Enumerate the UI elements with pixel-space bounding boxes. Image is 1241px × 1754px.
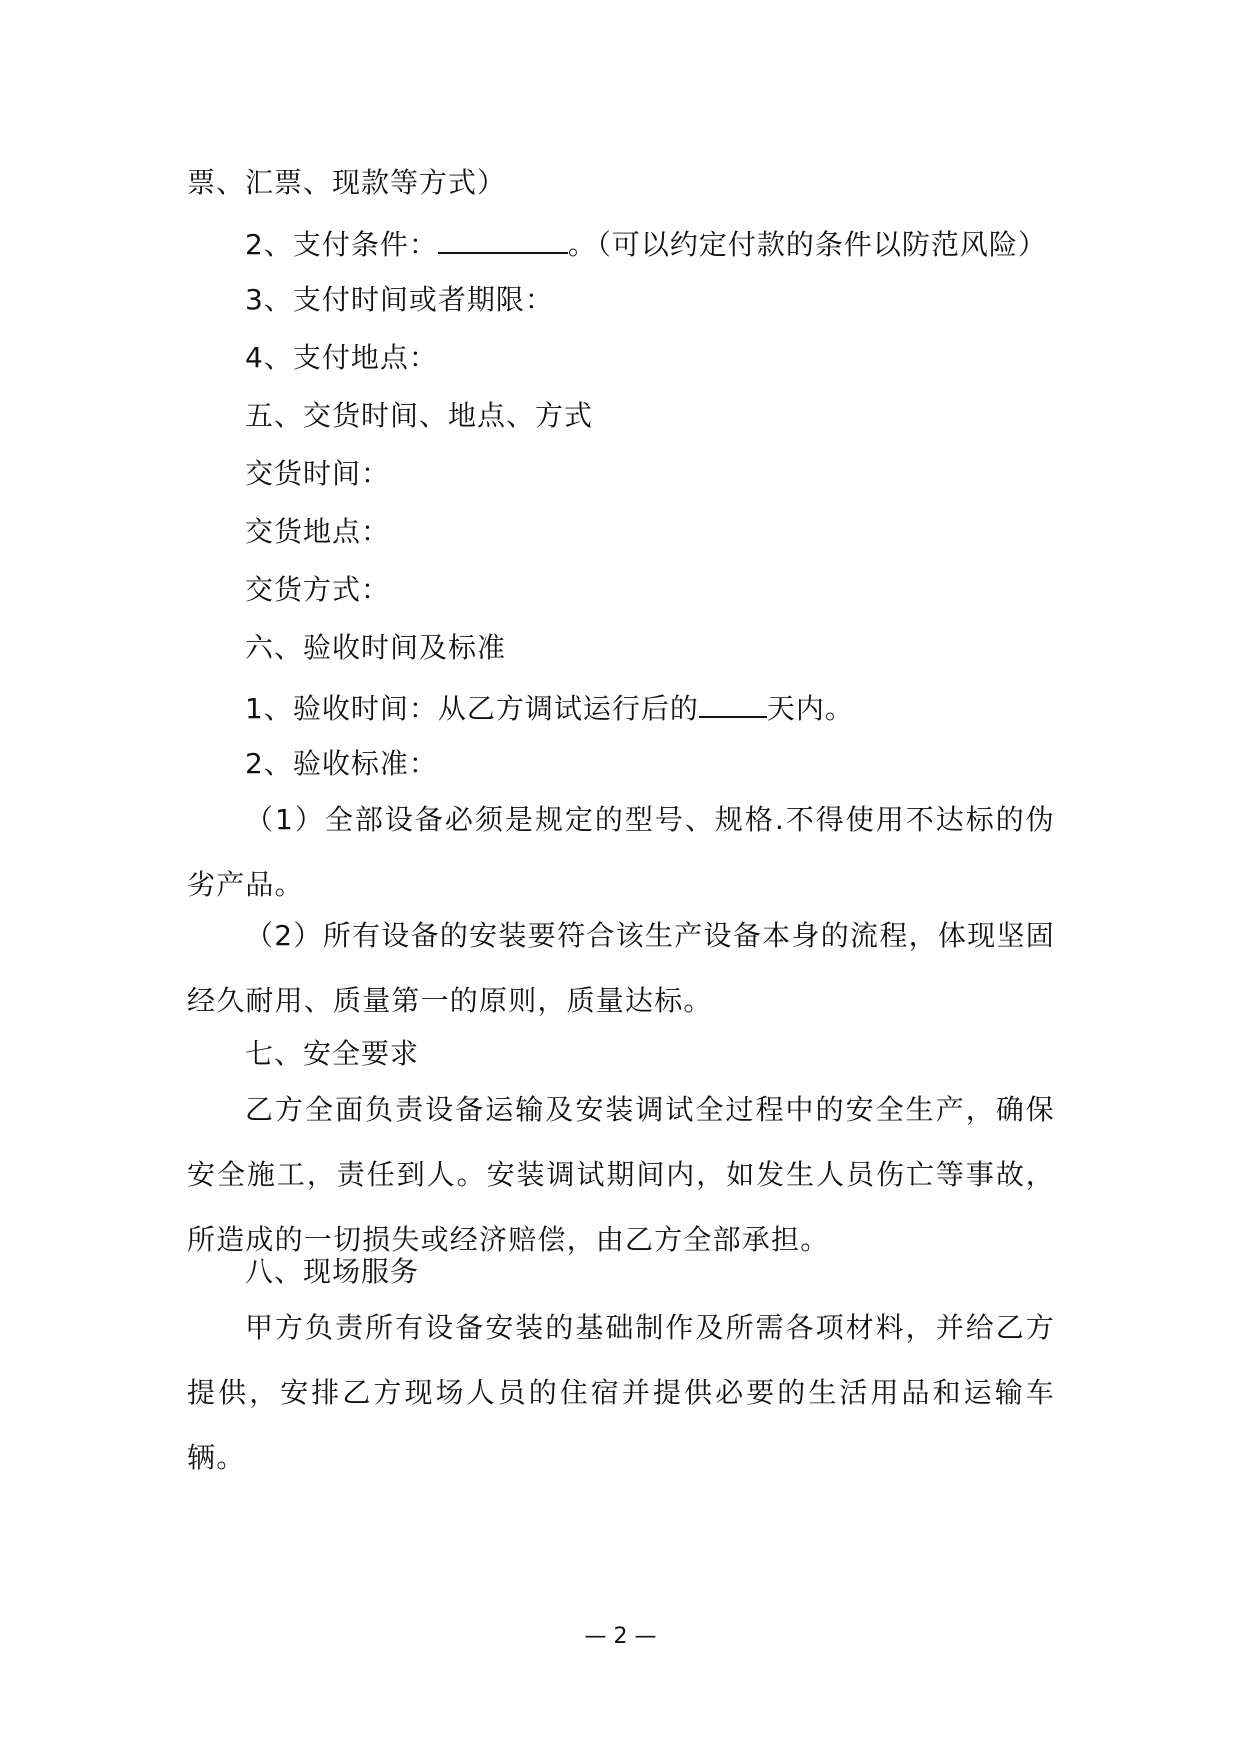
payment-condition-note: 。（可以约定付款的条件以防范风险） [567,228,1047,261]
text-line: 2、验收标准： [245,747,438,780]
text-line: 4、支付地点： [245,341,438,374]
text-line: 交货时间： [245,457,391,490]
text-line: 交货地点： [245,515,391,548]
payment-condition-label: 2、支付条件： [245,228,438,261]
section-heading: 八、现场服务 [245,1255,420,1288]
paragraph: 甲方负责所有设备安装的基础制作及所需各项材料，并给乙方提供，安排乙方现场人员的住宿并提供必要的生活用品和运输车辆。 [187,1311,1055,1474]
paragraph: （1）全部设备必须是规定的型号、规格.不得使用不达标的伪劣产品。 [187,803,1055,901]
page-number: — 2 — [584,1624,657,1649]
text-line: 交货方式： [245,573,391,606]
paragraph: 乙方全面负责设备运输及安装调试全过程中的安全生产，确保安全施工，责任到人。安装调试期间内，如发生人员伤亡等事故，所造成的一切损失或经济赔偿，由乙方全部承担。 [187,1093,1055,1256]
text-line: 3、支付时间或者期限： [245,283,554,316]
blank-underline [699,686,767,718]
section-heading: 六、验收时间及标准 [245,631,507,664]
text-line: 票、汇票、现款等方式） [187,166,507,199]
acceptance-time-label: 1、验收时间：从乙方调试运行后的 [245,692,699,725]
paragraph: （2）所有设备的安装要符合该生产设备本身的流程，体现坚固经久耐用、质量第一的原则，质量达标。 [187,919,1055,1017]
section-heading: 五、交货时间、地点、方式 [245,399,594,432]
acceptance-time-suffix: 天内。 [766,692,854,725]
payment-condition-line [245,222,1047,265]
blank-underline [438,222,568,254]
acceptance-time-line [245,686,854,729]
section-heading: 七、安全要求 [245,1037,420,1070]
